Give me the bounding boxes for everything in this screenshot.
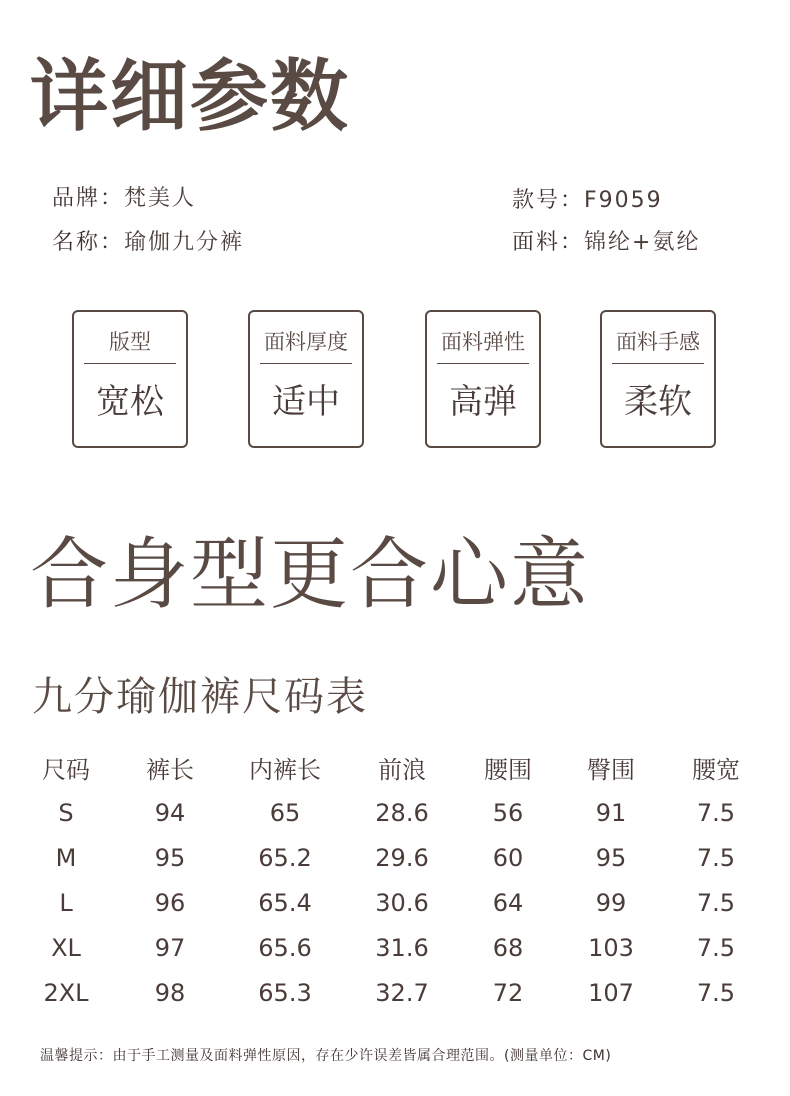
thickness-card-value: 适中 (272, 382, 340, 422)
elasticity-card-label: 面料弹性 (441, 330, 525, 354)
table-cell: 94 (154, 798, 186, 827)
table-cell: L (59, 888, 73, 917)
thickness-card-label: 面料厚度 (264, 330, 348, 354)
feel-card-label: 面料手感 (616, 330, 700, 354)
table-cell: S (58, 798, 74, 827)
product-name-value: 瑜伽九分裤 (124, 230, 245, 255)
feel-card-value: 柔软 (624, 382, 692, 422)
fabric-value: 锦纶+氨纶 (584, 230, 701, 255)
table-cell: 65.3 (258, 978, 312, 1007)
table-cell: 29.6 (375, 843, 429, 872)
fit-card-label: 版型 (109, 330, 151, 354)
table-row (14, 835, 770, 880)
table-cell: XL (51, 933, 81, 962)
table-cell: 64 (492, 888, 524, 917)
brand-label: 品牌： (52, 186, 125, 211)
table-cell: 72 (492, 978, 524, 1007)
brand-row (52, 184, 196, 214)
header-length: 裤长 (146, 756, 194, 784)
table-cell: 65.4 (258, 888, 312, 917)
size-chart-header-row (14, 745, 770, 790)
table-cell: 107 (588, 978, 634, 1007)
table-cell: 7.5 (696, 888, 736, 917)
header-hip: 臀围 (587, 756, 635, 784)
table-cell: 95 (595, 843, 627, 872)
table-cell: 28.6 (375, 798, 429, 827)
table-cell: 96 (154, 888, 186, 917)
fabric-row (512, 228, 700, 258)
style-number-row (512, 186, 663, 216)
brand-value: 梵美人 (124, 186, 197, 211)
table-cell: M (55, 843, 77, 872)
table-cell: 91 (595, 798, 627, 827)
size-chart-table (14, 745, 770, 1015)
fit-card-value: 宽松 (96, 382, 164, 422)
table-cell: 65.6 (258, 933, 312, 962)
feel-card (600, 310, 716, 448)
table-row (14, 880, 770, 925)
card-divider (437, 363, 529, 364)
table-cell: 98 (154, 978, 186, 1007)
table-cell: 2XL (43, 978, 89, 1007)
product-name-row (52, 228, 244, 258)
fit-card (72, 310, 188, 448)
header-size: 尺码 (42, 756, 90, 784)
elasticity-card-value: 高弹 (449, 382, 517, 422)
table-cell: 31.6 (375, 933, 429, 962)
header-front-rise: 前浪 (378, 756, 426, 784)
table-cell: 56 (492, 798, 524, 827)
header-inseam: 内裤长 (249, 756, 321, 784)
elasticity-card (425, 310, 541, 448)
details-heading: 详细参数 (30, 52, 351, 142)
card-divider (260, 363, 352, 364)
measurement-note: 温馨提示：由于手工测量及面料弹性原因，存在少许误差皆属合理范围。(测量单位：CM) (40, 1048, 612, 1064)
size-chart-title: 九分瑜伽裤尺码表 (32, 674, 368, 720)
product-name-label: 名称： (52, 230, 125, 255)
table-cell: 68 (492, 933, 524, 962)
fit-slogan-heading: 合身型更合心意 (30, 530, 591, 620)
header-waistband: 腰宽 (692, 756, 740, 784)
table-cell: 7.5 (696, 978, 736, 1007)
card-divider (612, 363, 704, 364)
table-cell: 32.7 (375, 978, 429, 1007)
table-cell: 103 (588, 933, 634, 962)
fabric-label: 面料： (512, 230, 585, 255)
thickness-card (248, 310, 364, 448)
table-cell: 7.5 (696, 798, 736, 827)
table-cell: 60 (492, 843, 524, 872)
table-cell: 95 (154, 843, 186, 872)
header-waist: 腰围 (484, 756, 532, 784)
table-cell: 99 (595, 888, 627, 917)
table-row (14, 970, 770, 1015)
table-cell: 7.5 (696, 933, 736, 962)
table-cell: 7.5 (696, 843, 736, 872)
card-divider (84, 363, 176, 364)
table-row (14, 925, 770, 970)
table-cell: 65 (269, 798, 301, 827)
table-cell: 30.6 (375, 888, 429, 917)
table-cell: 65.2 (258, 843, 312, 872)
style-number-label: 款号： (512, 188, 585, 213)
table-row (14, 790, 770, 835)
table-cell: 97 (154, 933, 186, 962)
style-number-value: F9059 (584, 188, 663, 213)
